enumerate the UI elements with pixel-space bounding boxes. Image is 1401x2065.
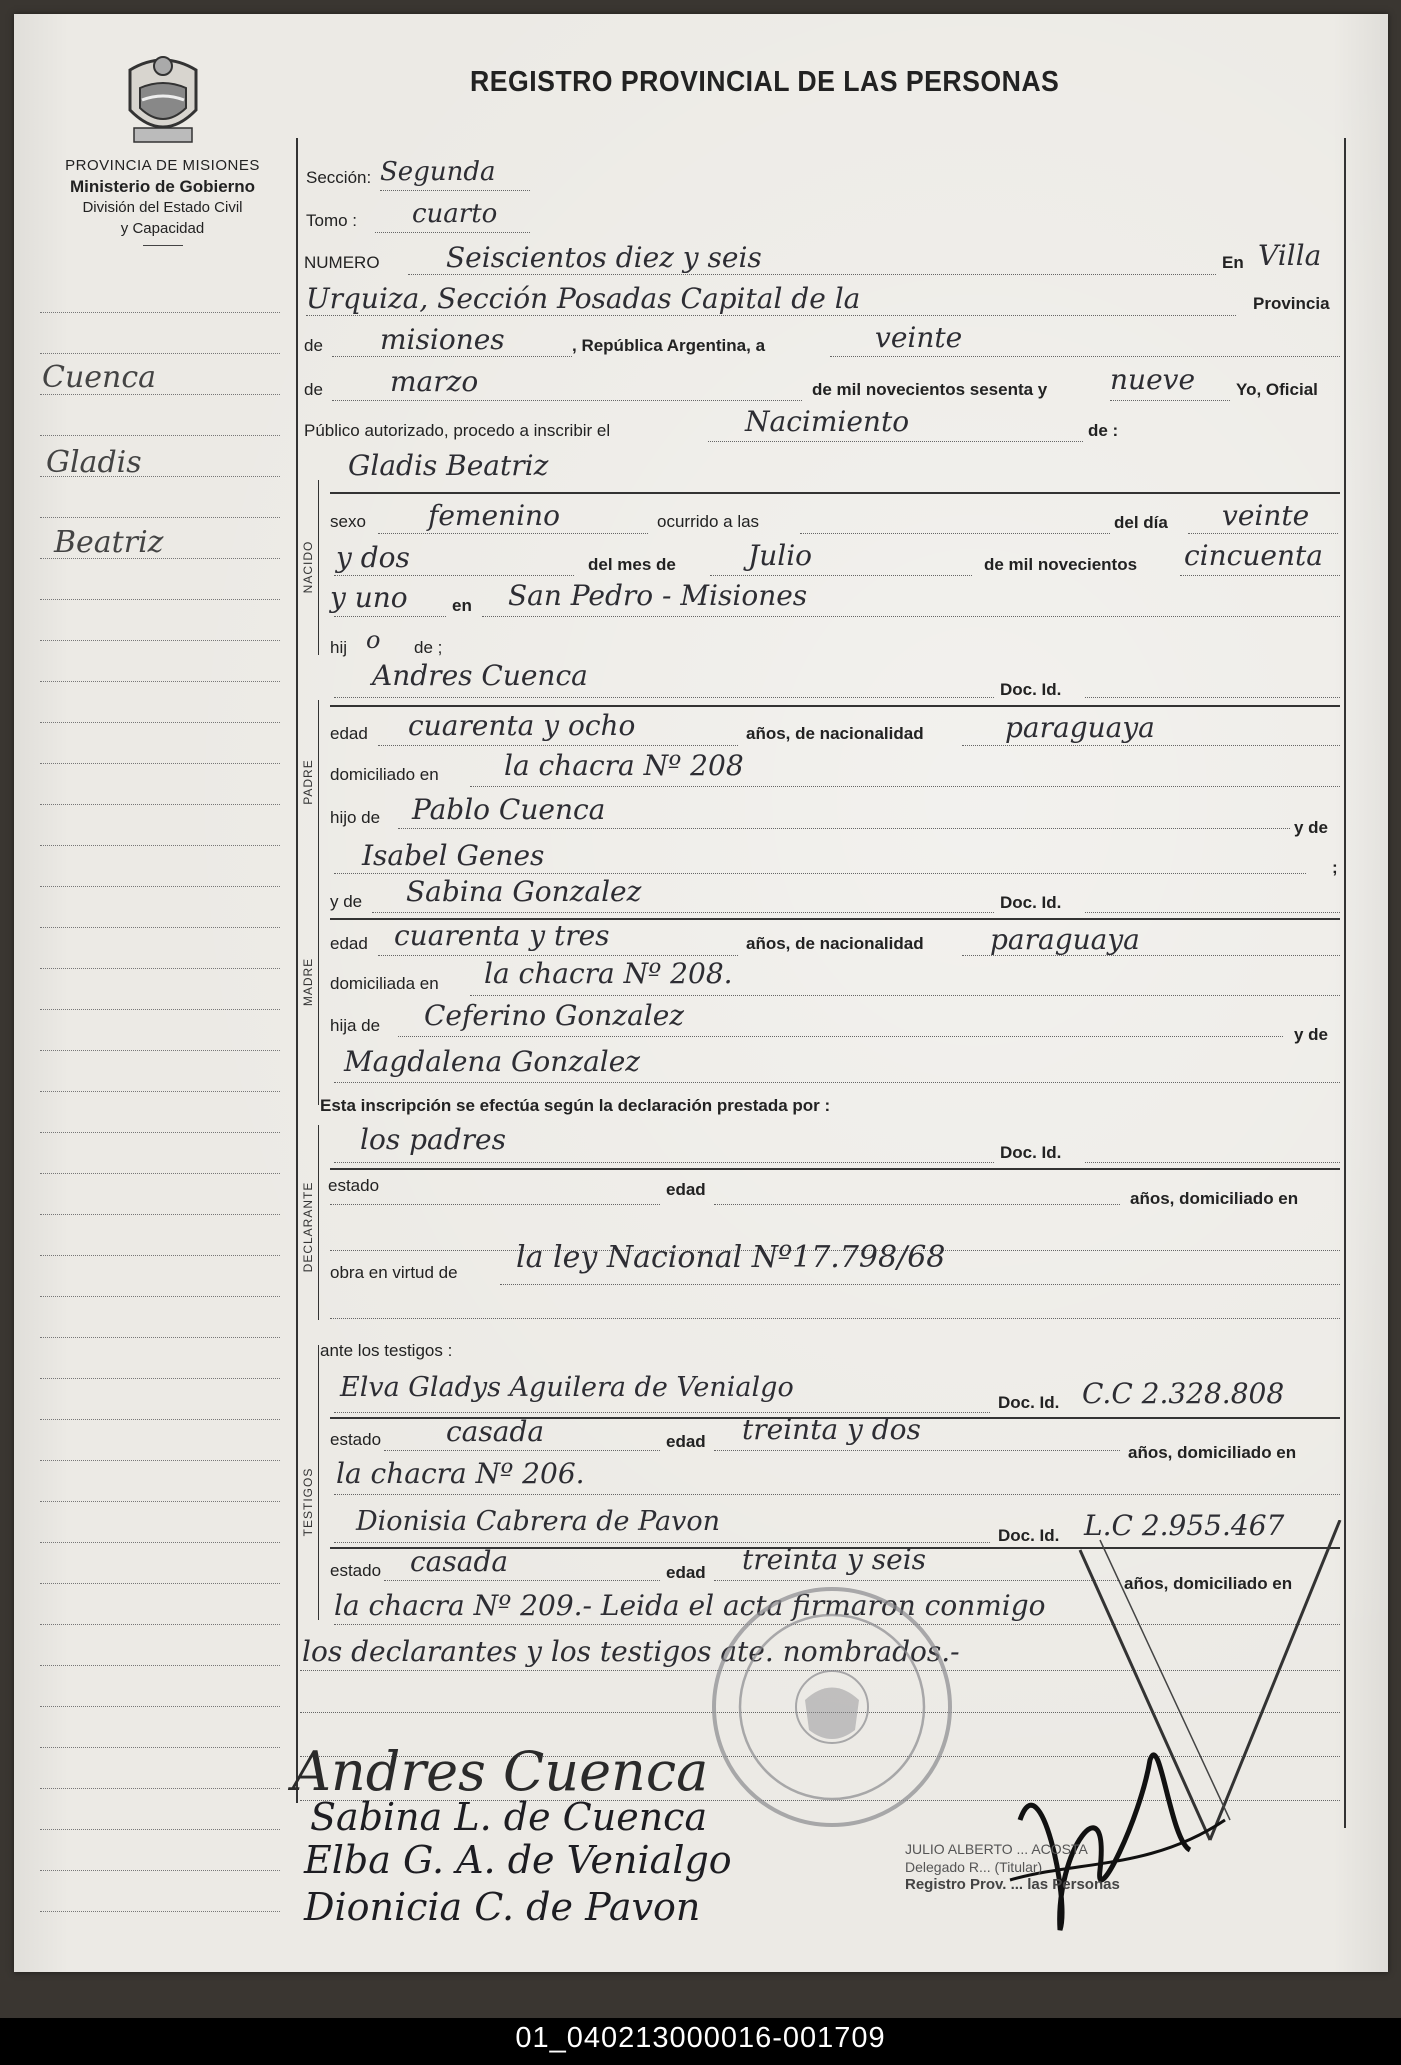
signature-testigo1: Elba G. A. de Venialgo — [304, 1838, 732, 1882]
official-seal-stamp — [705, 1580, 960, 1835]
testigo1-edad-value: treinta y dos — [742, 1413, 921, 1446]
testigos-bracket — [318, 1345, 319, 1620]
place-line-value: Urquiza, Sección Posadas Capital de la — [306, 282, 861, 315]
mes-value: Julio — [748, 539, 813, 572]
lugar-value: San Pedro - Misiones — [508, 579, 808, 612]
declarante-doc-dots — [1085, 1162, 1340, 1163]
testigo1-nombre-value: Elva Gladys Aguilera de Venialgo — [340, 1372, 794, 1403]
publico-label: Público autorizado, procedo a inscribir el — [304, 421, 611, 440]
fecha-anio-value: nueve — [1110, 363, 1196, 396]
rule-declarante-top — [330, 1168, 1340, 1170]
margin-note-surname: Cuenca — [42, 360, 157, 395]
testigo1-edad-label: edad — [666, 1432, 706, 1451]
en-label: En — [1222, 253, 1244, 272]
sexo-label: sexo — [330, 512, 366, 531]
fecha-mes-dots — [332, 400, 802, 401]
seccion-dots — [380, 190, 530, 191]
page-title: REGISTRO PROVINCIAL DE LAS PERSONAS — [470, 66, 1060, 98]
margin-dotted-line — [40, 1091, 280, 1092]
margin-note-middle-name: Beatriz — [54, 525, 164, 560]
section-label-madre: MADRE — [301, 957, 315, 1007]
madre-doc-dots — [1085, 912, 1340, 913]
fecha-mes-value: marzo — [390, 365, 479, 398]
testigo1-dom-dots — [334, 1494, 1340, 1495]
republica-label: , República Argentina, a — [572, 336, 766, 355]
margin-dotted-line — [40, 312, 280, 313]
fecha-dia-value: veinte — [875, 321, 963, 354]
madre-edad-dots — [378, 955, 738, 956]
capacity-heading: y Capacidad — [120, 220, 205, 237]
province-heading: PROVINCIA DE MISIONES — [65, 157, 260, 174]
provincia-dots — [332, 356, 572, 357]
padre-madre-dots — [334, 873, 1306, 874]
padre-doc-label: Doc. Id. — [1000, 680, 1062, 699]
padre-nombre-value: Andres Cuenca — [372, 659, 588, 692]
madre-edad-value: cuarenta y tres — [394, 919, 610, 952]
padre-edad-label: edad — [330, 724, 368, 743]
testigo2-estado-dots — [384, 1580, 660, 1581]
margin-dotted-line — [40, 804, 280, 805]
margin-dotted-line — [40, 1255, 280, 1256]
mil-nac-label: de mil novecientos — [984, 555, 1138, 574]
margin-dotted-line — [40, 1788, 280, 1789]
madre-madre-value: Magdalena Gonzalez — [344, 1045, 641, 1078]
madre-dom-dots — [470, 995, 1340, 996]
testigo2-edad-value: treinta y seis — [742, 1543, 927, 1576]
madre-doc-label: Doc. Id. — [1000, 893, 1062, 912]
testigo2-domicilio-value: la chacra Nº 209.- Leida el acta firmaron conmigo — [334, 1589, 1046, 1622]
obra-dots-2 — [330, 1318, 1340, 1319]
margin-dotted-line — [40, 1132, 280, 1133]
margin-dotted-line — [40, 1050, 280, 1051]
de-colon-label: de : — [1088, 421, 1119, 440]
hora-dots — [800, 533, 1110, 534]
provincia-value: misiones — [380, 323, 505, 356]
declarante-nombre-dots — [334, 1162, 994, 1163]
margin-dotted-line — [40, 1870, 280, 1871]
testigo1-doc-value: C.C 2.328.808 — [1082, 1377, 1285, 1410]
margin-dotted-line — [40, 1706, 280, 1707]
margin-dotted-line — [40, 681, 280, 682]
hij-label: hij — [330, 638, 348, 657]
declarante-doc-label: Doc. Id. — [1000, 1143, 1062, 1162]
mes-dots — [710, 575, 972, 576]
obra-dots — [500, 1284, 1340, 1285]
margin-dotted-line — [40, 886, 280, 887]
obra-label: obra en virtud de — [330, 1263, 458, 1282]
padre-hijo-de-dots — [398, 828, 1290, 829]
obra-value: la ley Nacional Nº17.798/68 — [516, 1240, 946, 1275]
margin-dotted-line — [40, 1296, 280, 1297]
signature-madre: Sabina L. de Cuenca — [310, 1795, 708, 1839]
margin-dotted-line — [40, 1460, 280, 1461]
margin-dotted-line — [40, 927, 280, 928]
closing-value: los declarantes y los testigos ate. nombrados.- — [302, 1635, 960, 1668]
madre-hija-de-dots — [398, 1036, 1283, 1037]
margin-dotted-line — [40, 763, 280, 764]
dia-value-a: veinte — [1222, 499, 1310, 532]
margin-dotted-line — [40, 599, 280, 600]
tomo-label: Tomo : — [306, 211, 358, 230]
testigos-intro: ante los testigos : — [320, 1341, 453, 1360]
official-role: Delegado R... (Titular) — [905, 1859, 1043, 1875]
mes-label: del mes de — [588, 555, 676, 574]
madre-bracket — [318, 890, 319, 1105]
madre-nombre-value: Sabina Gonzalez — [406, 875, 642, 908]
anio-value-a: cincuenta — [1184, 539, 1323, 572]
margin-dotted-line — [40, 1173, 280, 1174]
testigo2-doc-label: Doc. Id. — [998, 1526, 1060, 1545]
padre-nombre-dots — [334, 697, 994, 698]
section-label-padre: PADRE — [301, 759, 315, 805]
official-name-block — [905, 1840, 1120, 1894]
padre-dom-dots — [470, 786, 1340, 787]
de-label: de — [304, 336, 323, 355]
declarante-estado-label: estado — [328, 1176, 380, 1195]
madre-nombre-dots — [372, 912, 994, 913]
ocurrido-label: ocurrido a las — [657, 512, 760, 531]
tomo-value: cuarto — [412, 199, 498, 229]
declarante-estado-dots — [330, 1204, 660, 1205]
dia-b-dots — [334, 575, 574, 576]
del-dia-label: del día — [1114, 513, 1168, 532]
margin-dotted-line — [40, 353, 280, 354]
margin-dotted-line — [40, 722, 280, 723]
section-label-declarante: DECLARANTE — [301, 1181, 315, 1273]
testigo2-doc-value: L.C 2.955.467 — [1084, 1509, 1285, 1542]
en-value: Villa — [1258, 239, 1322, 272]
padre-bracket — [318, 700, 319, 905]
testigo1-estado-dots — [384, 1450, 660, 1451]
testigo2-nombre-value: Dionisia Cabrera de Pavon — [356, 1506, 721, 1537]
testigo1-dom-label: años, domiciliado en — [1128, 1443, 1297, 1462]
testigo2-estado-value: casada — [410, 1545, 509, 1578]
padre-edad-dots — [378, 745, 738, 746]
dia-dots — [1188, 533, 1338, 534]
testigo1-edad-dots — [714, 1450, 1120, 1451]
seccion-value: Segunda — [380, 157, 496, 187]
hij-suffix-value: o — [366, 626, 381, 654]
fecha-dia-dots — [830, 356, 1340, 357]
testigo1-estado-label: estado — [330, 1430, 382, 1449]
tomo-dots — [375, 232, 530, 233]
form-frame-left — [296, 138, 298, 1803]
official-signature-scribble — [1000, 1700, 1230, 1940]
margin-dotted-line — [40, 845, 280, 846]
testigo2-estado-label: estado — [330, 1561, 382, 1580]
margin-dotted-line — [40, 1542, 280, 1543]
yo-oficial-label: Yo, Oficial — [1236, 380, 1318, 399]
margin-dotted-line — [40, 1501, 280, 1502]
madre-madre-dots — [334, 1082, 1340, 1083]
place-dots — [306, 315, 1236, 316]
declarante-bracket — [318, 1125, 319, 1320]
margin-dotted-line — [40, 1214, 280, 1215]
ministry-heading: Ministerio de Gobierno — [69, 177, 256, 196]
heading-rule — [143, 245, 183, 246]
margin-dotted-line — [40, 1665, 280, 1666]
margin-dotted-line — [40, 640, 280, 641]
margin-note-first-name: Gladis — [46, 445, 142, 480]
margin-dotted-line — [40, 1829, 280, 1830]
padre-edad-value: cuarenta y ocho — [408, 709, 636, 742]
madre-nacionalidad-value: paraguaya — [990, 923, 1140, 956]
margin-dotted-line — [40, 1337, 280, 1338]
numero-dots — [408, 274, 1216, 275]
rule-padre-top — [330, 705, 1340, 707]
padre-nac-label: años, de nacionalidad — [746, 724, 924, 743]
declarante-edad-dots — [714, 1204, 1120, 1205]
madre-dom-label: domiciliada en — [330, 974, 439, 993]
acto-dots — [708, 441, 1083, 442]
margin-dotted-line — [40, 1378, 280, 1379]
en-lugar-label: en — [452, 596, 472, 615]
mil-label: de mil novecientos sesenta y — [812, 380, 1048, 399]
hij-de-label: de ; — [414, 638, 443, 657]
numero-label: NUMERO — [304, 253, 380, 272]
fecha-anio-dots — [1110, 400, 1230, 401]
document-id: 01_040213000016-001709 — [515, 2022, 886, 2054]
nacido-bracket — [318, 480, 319, 655]
issuing-authority — [40, 155, 285, 246]
acto-value: Nacimiento — [745, 405, 910, 438]
signature-padre: Andres Cuenca — [292, 1740, 709, 1803]
section-label-nacido: NACIDO — [301, 540, 315, 594]
margin-dotted-line — [40, 1583, 280, 1584]
margin-dotted-line — [40, 1747, 280, 1748]
padre-madre-value: Isabel Genes — [362, 839, 545, 872]
padre-y-de-label: y de — [1294, 818, 1329, 837]
sexo-value: femenino — [428, 499, 560, 532]
margin-dotted-line — [40, 1009, 280, 1010]
padre-semicolon: ; — [1332, 858, 1338, 877]
coat-of-arms-icon — [120, 48, 206, 148]
padre-nac-dots — [962, 745, 1340, 746]
padre-nacionalidad-value: paraguaya — [1005, 711, 1155, 744]
division-heading: División del Estado Civil — [82, 199, 243, 216]
anio-dots — [1180, 575, 1340, 576]
padre-dom-label: domiciliado en — [330, 765, 439, 784]
madre-hija-de-label: hija de — [330, 1016, 381, 1035]
padre-doc-dots — [1085, 697, 1340, 698]
anio-value-b: y uno — [330, 581, 408, 614]
section-label-testigos: TESTIGOS — [301, 1467, 315, 1537]
anio-b-dots — [334, 616, 446, 617]
seccion-label: Sección: — [306, 168, 372, 187]
declarante-nombre-value: los padres — [360, 1123, 506, 1156]
madre-domicilio-value: la chacra Nº 208. — [484, 957, 733, 990]
official-name: JULIO ALBERTO ... ACOSTA — [905, 1841, 1088, 1857]
provincia-label: Provincia — [1253, 294, 1330, 313]
testigo1-estado-value: casada — [446, 1415, 545, 1448]
sexo-dots — [378, 533, 648, 534]
margin-dotted-line — [40, 1419, 280, 1420]
testigo1-doc-label: Doc. Id. — [998, 1393, 1060, 1412]
declarante-edad-label: edad — [666, 1180, 706, 1199]
madre-y-de2-label: y de — [1294, 1025, 1329, 1044]
margin-dotted-line — [40, 1911, 280, 1912]
declarante-dom-label: años, domiciliado en — [1130, 1189, 1299, 1208]
margin-dotted-line — [40, 1624, 280, 1625]
lugar-dots — [482, 616, 1340, 617]
testigo1-domicilio-value: la chacra Nº 206. — [336, 1457, 585, 1490]
padre-padre-value: Pablo Cuenca — [412, 793, 606, 826]
declarante-intro: Esta inscripción se efectúa según la declaración prestada por : — [320, 1096, 831, 1115]
madre-nac-label: años, de nacionalidad — [746, 934, 924, 953]
padre-domicilio-value: la chacra Nº 208 — [504, 749, 744, 782]
madre-padre-value: Ceferino Gonzalez — [424, 999, 685, 1032]
margin-dotted-line — [40, 517, 280, 518]
numero-value: Seiscientos diez y seis — [446, 241, 762, 274]
nacido-nombre-value: Gladis Beatriz — [348, 449, 549, 482]
madre-y-de-label: y de — [330, 892, 363, 911]
dia-value-b: y dos — [336, 541, 410, 574]
margin-dotted-line — [40, 968, 280, 969]
de-mes-label: de — [304, 380, 323, 399]
official-office: Registro Prov. ... las Personas — [905, 1876, 1120, 1893]
madre-edad-label: edad — [330, 934, 368, 953]
signature-testigo2: Dionicia C. de Pavon — [304, 1885, 701, 1929]
rule-nacido-top — [330, 492, 1340, 494]
padre-hijo-de-label: hijo de — [330, 808, 381, 827]
margin-dotted-line — [40, 435, 280, 436]
testigo2-edad-label: edad — [666, 1563, 706, 1582]
testigo2-dom-label: años, domiciliado en — [1124, 1574, 1293, 1593]
